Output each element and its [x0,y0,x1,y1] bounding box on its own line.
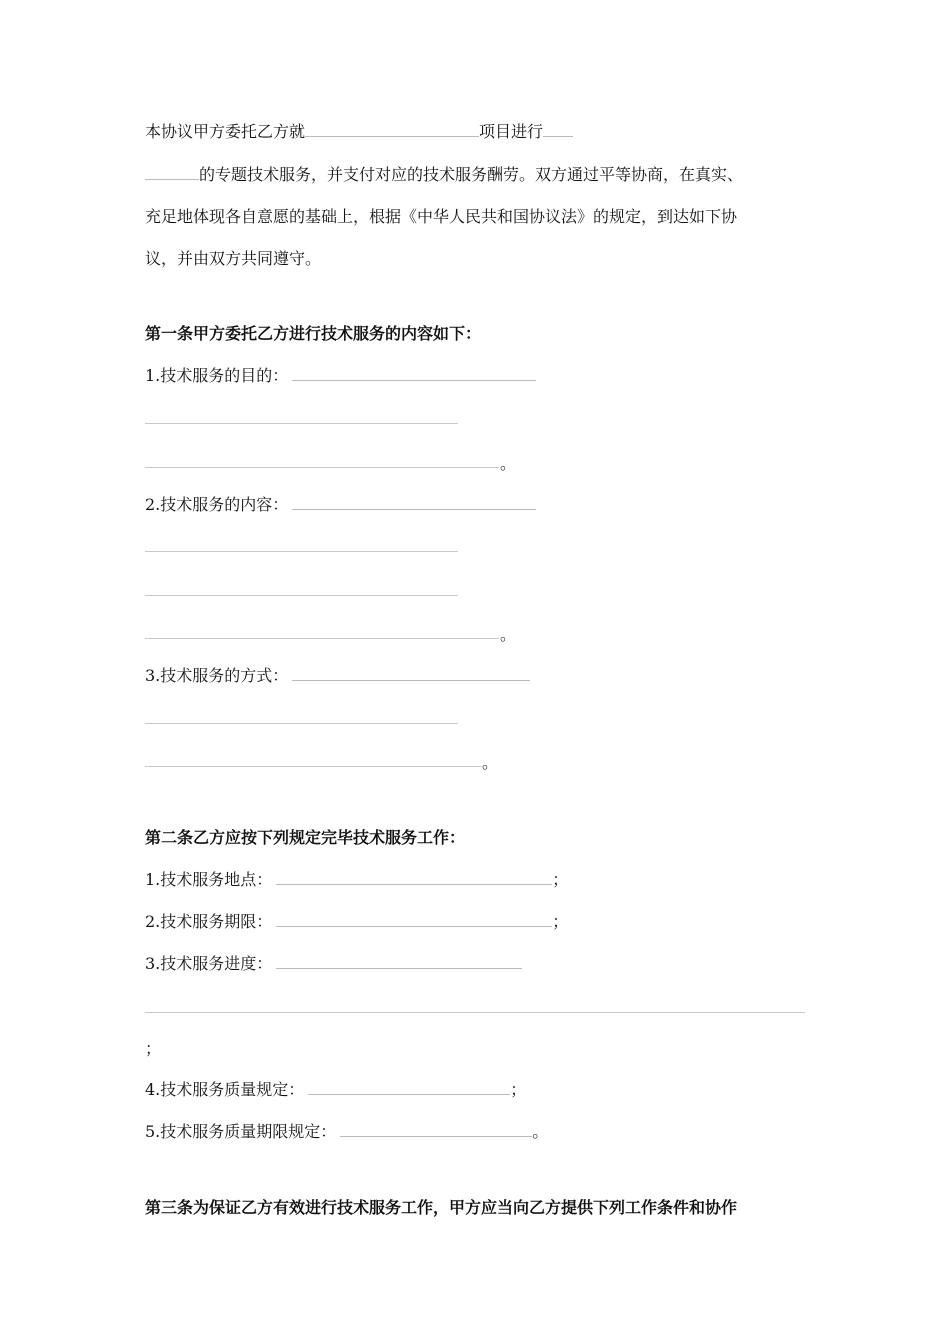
article-2-item-5 [145,1121,548,1143]
quality-term-label: 5.技术服务质量期限规定： [145,1122,337,1141]
term-field[interactable] [276,912,552,927]
method-line-2[interactable] [145,723,458,724]
article-1-item-3 [145,665,530,687]
article-2-item-4 [145,1079,526,1101]
purpose-field[interactable] [292,366,536,381]
purpose-line-2[interactable] [145,423,458,424]
quality-label: 4.技术服务质量规定： [145,1080,305,1099]
intro-text-2: 的专题技术服务，并支付对应的技术服务酬劳。双方通过平等协商，在真实、 [199,165,744,184]
intro-text-1a: 本协议甲方委托乙方就 [145,122,306,141]
content-field[interactable] [292,495,536,510]
article-2-item-3 [145,953,522,975]
intro-line-3: 充足地体现各自意愿的基础上，根据《中华人民共和国协议法》的规定，到达如下协 [145,207,738,226]
article-3-title: 第三条为保证乙方有效进行技术服务工作，甲方应当向乙方提供下列工作条件和协作 [145,1198,738,1217]
quality-term-period: 。 [532,1122,549,1141]
service-type-blank-a[interactable] [543,122,573,137]
content-period: 。 [500,625,517,644]
intro-line-1 [145,121,573,143]
purpose-label: 1.技术服务的目的： [145,366,289,385]
method-label: 3.技术服务的方式： [145,666,289,685]
progress-label: 3.技术服务进度： [145,954,273,973]
quality-field[interactable] [308,1080,510,1095]
intro-text-1b: 项目进行 [479,122,544,141]
progress-semicolon: ； [145,1039,162,1058]
method-period: 。 [482,753,499,772]
purpose-period: 。 [500,454,517,473]
term-label: 2.技术服务期限： [145,912,273,931]
progress-line-2[interactable] [145,1012,805,1013]
content-line-4[interactable] [145,638,499,639]
quality-term-field[interactable] [340,1122,532,1137]
location-label: 1.技术服务地点： [145,870,273,889]
term-semicolon: ； [552,912,569,931]
article-1-item-2 [145,494,536,516]
method-line-3[interactable] [145,766,482,767]
intro-line-4: 议，并由双方共同遵守。 [145,249,322,268]
article-2-item-2 [145,911,568,933]
method-field[interactable] [292,666,530,681]
purpose-line-3[interactable] [145,467,499,468]
location-field[interactable] [276,870,552,885]
content-line-3[interactable] [145,595,458,596]
intro-line-2 [145,164,743,186]
location-semicolon: ； [552,870,569,889]
progress-field[interactable] [276,954,522,969]
service-type-blank-b[interactable] [145,165,199,180]
article-1-title: 第一条甲方委托乙方进行技术服务的内容如下： [145,324,482,343]
article-1-item-1 [145,365,536,387]
article-2-title: 第二条乙方应按下列规定完毕技术服务工作： [145,828,466,847]
article-2-item-1 [145,869,568,891]
content-line-2[interactable] [145,551,458,552]
content-label: 2.技术服务的内容： [145,495,289,514]
project-name-blank[interactable] [305,122,479,137]
quality-semicolon: ； [510,1080,527,1099]
